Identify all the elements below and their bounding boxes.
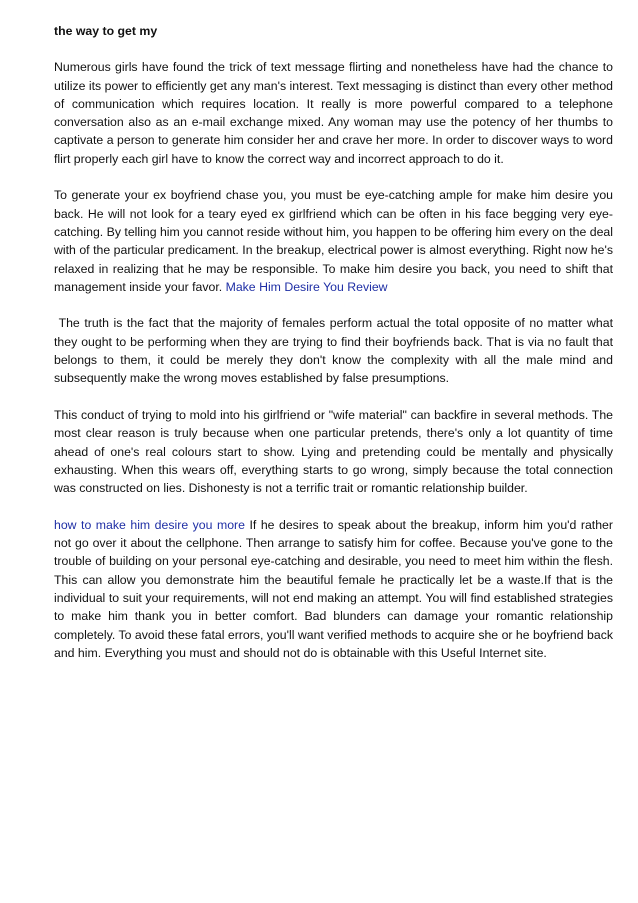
paragraph-5-text: If he desires to speak about the breakup, inform him you'd rather not go over it about the cellphone. Then arrange to satisfy him for coffee. Because you've gone to the trouble of building on your personal eye-catching and desirable, you need to meet him within the flesh. This can allow you demonstrate him the beautiful female he practically let be a waste.If that is the individual to suit your requirements, will not end making an attempt. You will find established strategies to make him thank you in better comfort. Bad blunders can damage your romantic relationship completely. To avoid these fatal errors, you'll want verified methods to acquire she or he boyfriend back and him. Everything you must and should not do is obtainable with this Useful Internet site.: [54, 517, 613, 660]
how-to-make-him-desire-you-more-link[interactable]: how to make him desire you more: [54, 517, 245, 532]
make-him-desire-you-review-link[interactable]: Make Him Desire You Review: [225, 279, 388, 294]
paragraph-2: [54, 186, 613, 296]
paragraph-2-text: To generate your ex boyfriend chase you, you must be eye-catching ample for make him desire you back. He will not look for a teary eyed ex girlfriend which can be often in his face begging very eye-catching. By telling him you cannot reside without him, you happen to be offering him every on the deal with of the particular predicament. In the breakup, electrical power is almost everything. Right now he's relaxed in realizing that he may be responsible. To make him desire you back, you need to shift that management inside your favor.: [54, 188, 613, 294]
paragraph-5: [54, 516, 613, 662]
document-title: the way to get my: [54, 24, 158, 38]
paragraph-3: The truth is the fact that the majority of females perform actual the total opposite of no matter what they ought to be performing when they are trying to find their boyfriends back. That is via no fault that belongs to them, it could be merely they don't know the complexity with all the male mind and subsequently make the wrong moves established by false presumptions.: [54, 316, 617, 386]
document-page: [54, 22, 617, 680]
paragraph-4: This conduct of trying to mold into his girlfriend or "wife material" can backfire in several methods. The most clear reason is truly because when one particular pretends, there's only a lot quantity of time ahead of one's real colours start to show. Lying and pretending could be mentally and physically exhausting. When this wears off, everything starts to go wrong, simply because the total connection was constructed on lies. Dishonesty is not a terrific trait or romantic relationship builder.: [54, 407, 613, 496]
paragraph-1: Numerous girls have found the trick of text message flirting and nonetheless have had the chance to utilize its power to efficiently get any man's interest. Text messaging is distinct than every other method of communication which requires location. It really is more powerful compared to a telephone conversation also as an e-mail exchange mixed. Any woman may use the potency of her thumbs to captivate a person to generate him consider her and crave her more. In order to discover ways to word flirt properly each girl have to know the correct way and incorrect approach to do it.: [54, 60, 613, 166]
